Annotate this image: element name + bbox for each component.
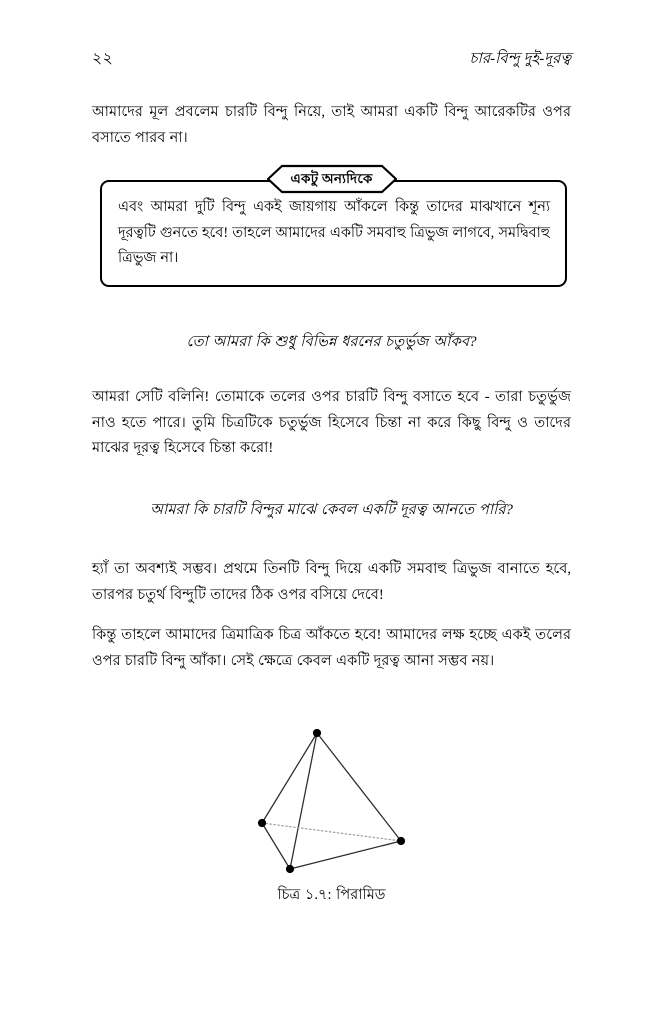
running-head bbox=[92, 46, 571, 70]
dialogue-question-2: আমরা কি চারটি বিন্দুর মাঝে কেবল একটি দূরত্ব আনতে পারি? bbox=[150, 502, 513, 518]
paragraph-answer-1: আমরা সেটি বলিনি! তোমাকে তলের ওপর চারটি বিন্দু বসাতে হবে - তারা চতুর্ভুজ নাও হতে পারে। তুমি চিত্রটিকে চতুর্ভুজ হিসেবে চিন্তা না করে কিছু বিন্দু ও তাদের মাঝের দূরত্ব হিসেবে চিন্তা করো! bbox=[92, 389, 571, 456]
pyramid-vertex-left-back bbox=[258, 819, 266, 827]
paragraph-answer-3: কিন্তু তাহলে আমাদের ত্রিমাত্রিক চিত্র আঁকতে হবে! আমাদের লক্ষ হচ্ছে একই তলের ওপর চারটি বিন্দু আঁকা। সেই ক্ষেত্রে কেবল একটি দূরত্ব আনা সম্ভব নয়। bbox=[92, 627, 571, 669]
pyramid-edge-apex-front-bottom bbox=[290, 733, 317, 869]
pyramid-edge-apex-left-back bbox=[262, 733, 317, 823]
figure-pyramid bbox=[0, 718, 663, 908]
figure-caption: চিত্র ১.৭: পিরামিড bbox=[277, 887, 386, 903]
page-number: ২২ bbox=[92, 50, 114, 67]
pyramid-drawing bbox=[0, 718, 663, 908]
aside-banner bbox=[250, 163, 414, 195]
paragraph-answer-2: হ্যাঁ তা অবশ্যই সম্ভব। প্রথমে তিনটি বিন্দু দিয়ে একটি সমবাহু ত্রিভুজ বানাতে হবে, তারপর চতুর্থ বিন্দুটি তাদের ঠিক ওপর বসিয়ে দেবে! bbox=[92, 561, 571, 603]
pyramid-edge-front-bottom-right bbox=[290, 841, 401, 869]
pyramid-edge-left-back-front-bottom bbox=[262, 823, 290, 869]
aside-banner-label: একটু অন্যদিকে bbox=[290, 170, 373, 186]
dialogue-question-1: তো আমরা কি শুধু বিভিন্ন ধরনের চতুর্ভুজ আঁকব? bbox=[186, 334, 477, 350]
pyramid-edge-left-back-right bbox=[262, 823, 401, 841]
paragraph-intro: আমাদের মূল প্রবলেম চারটি বিন্দু নিয়ে, তাই আমরা একটি বিন্দু আরেকটির ওপর বসাতে পারব না। bbox=[92, 104, 571, 146]
pyramid-vertex-front-bottom bbox=[286, 865, 294, 873]
pyramid-vertex-right bbox=[397, 837, 405, 845]
aside-body-text: এবং আমরা দুটি বিন্দু একই জায়গায় আঁকলে কিন্তু তাদের মাঝখানে শূন্য দূরত্বটি গুনতে হবে! তাহলে আমাদের একটি সমবাহু ত্রিভুজ লাগবে, সমদ্বিবাহু ত্রিভুজ না। bbox=[118, 199, 550, 266]
chapter-title: চার-বিন্দু দুই-দূরত্ব bbox=[469, 51, 571, 67]
pyramid-edge-apex-right bbox=[317, 733, 401, 841]
pyramid-vertex-apex bbox=[313, 729, 321, 737]
